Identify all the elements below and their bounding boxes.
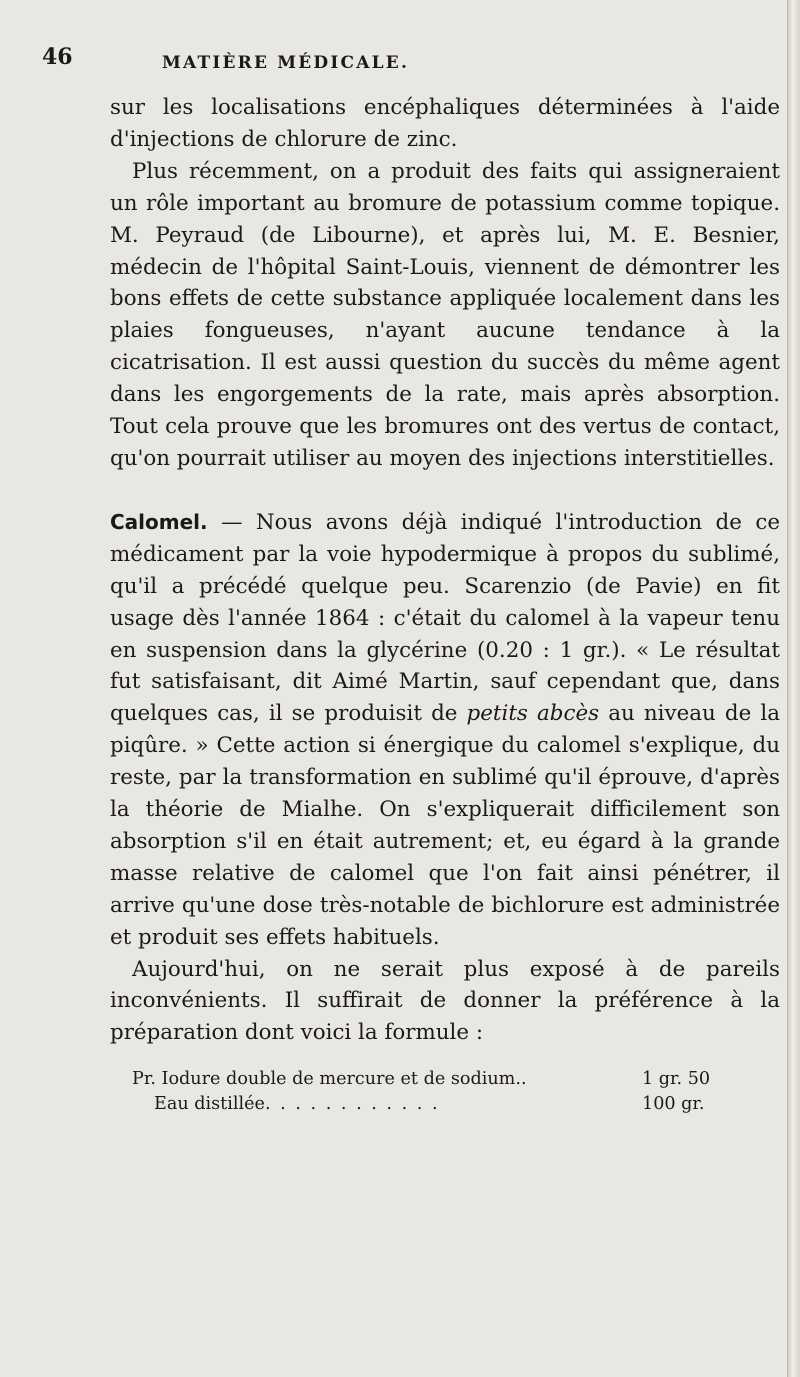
paragraph-text: — Nous avons déjà indiqué l'introduction de ce médicament par la voie hypodermique à propos du sublimé, qu'il a précédé quelque peu. Scarenzio (de Pavie) en fit usage dès l'année 1864 : c'était du calomel à la vapeur tenu en suspension dans la glycérine (0.20 : 1 gr.). « Le résultat fut satisfaisant, dit Aimé Martin, sauf cependant que, dans quelques cas, il se produisit de <box>110 509 780 727</box>
page-header <box>0 44 788 84</box>
paragraph-calomel <box>110 507 780 954</box>
paragraph-text: Aujourd'hui, on ne serait plus exposé à de pareils inconvénients. Il suffirait de donner la préférence à la préparation dont voici la formule : <box>110 956 780 1046</box>
page-edge-shadow <box>787 0 800 1377</box>
paragraph-text: au niveau de la piqûre. » Cette action si énergique du calomel s'explique, du reste, par la transformation en sublimé qu'il éprouve, d'après la théorie de Mialhe. On s'expliquerait difficilement son absorption s'il en était autrement; et, eu égard à la grande masse relative de calomel que l'on fait ainsi pénétrer, il arrive qu'une dose très-notable de bichlorure est administrée et produit ses effets habituels. <box>110 701 780 950</box>
italic-term: petits abcès <box>466 701 600 727</box>
paragraph-aujourdhui <box>110 954 780 1050</box>
running-title: MATIÈRE MÉDICALE. <box>162 53 410 73</box>
section-heading-calomel: Calomel. <box>110 509 208 534</box>
page-number: 46 <box>42 44 73 70</box>
paragraph-bromure <box>110 156 780 475</box>
section-gap <box>110 475 780 507</box>
body-text <box>110 92 780 1117</box>
formula-leader: . <box>520 1069 529 1090</box>
formula-quantity: 1 gr. 50 <box>642 1069 711 1090</box>
paragraph-text: Plus récemment, on a produit des faits qui assigneraient un rôle important au bromure de potassium comme topique. M. Peyraud (de Libourne), et après lui, M. E. Besnier, médecin de l'hôpital Saint-Louis, viennent de démontrer les bons effets de cette substance appliquée localement dans les plaies fongueuses, n'ayant aucune tendance à la cicatrisation. Il est aussi question du succès du même agent dans les engorgements de la rate, mais après absorption. Tout cela prouve que les bromures ont des vertus de contact, qu'on pourrait utiliser au moyen des injections interstitielles. <box>110 158 780 471</box>
formula-row <box>154 1092 732 1117</box>
formula-block <box>110 1067 780 1117</box>
paragraph-continuation <box>110 92 780 156</box>
formula-row <box>132 1067 732 1092</box>
formula-ingredient: Eau distillée <box>154 1094 265 1115</box>
formula-quantity: 100 gr. <box>642 1094 705 1115</box>
formula-ingredient: Pr. Iodure double de mercure et de sodium. <box>132 1069 521 1090</box>
paragraph-text: sur les localisations encéphaliques déterminées à l'aide d'injections de chlorure de zinc. <box>110 95 780 152</box>
formula-leader: . . . . . . . . . . . . <box>264 1094 440 1115</box>
